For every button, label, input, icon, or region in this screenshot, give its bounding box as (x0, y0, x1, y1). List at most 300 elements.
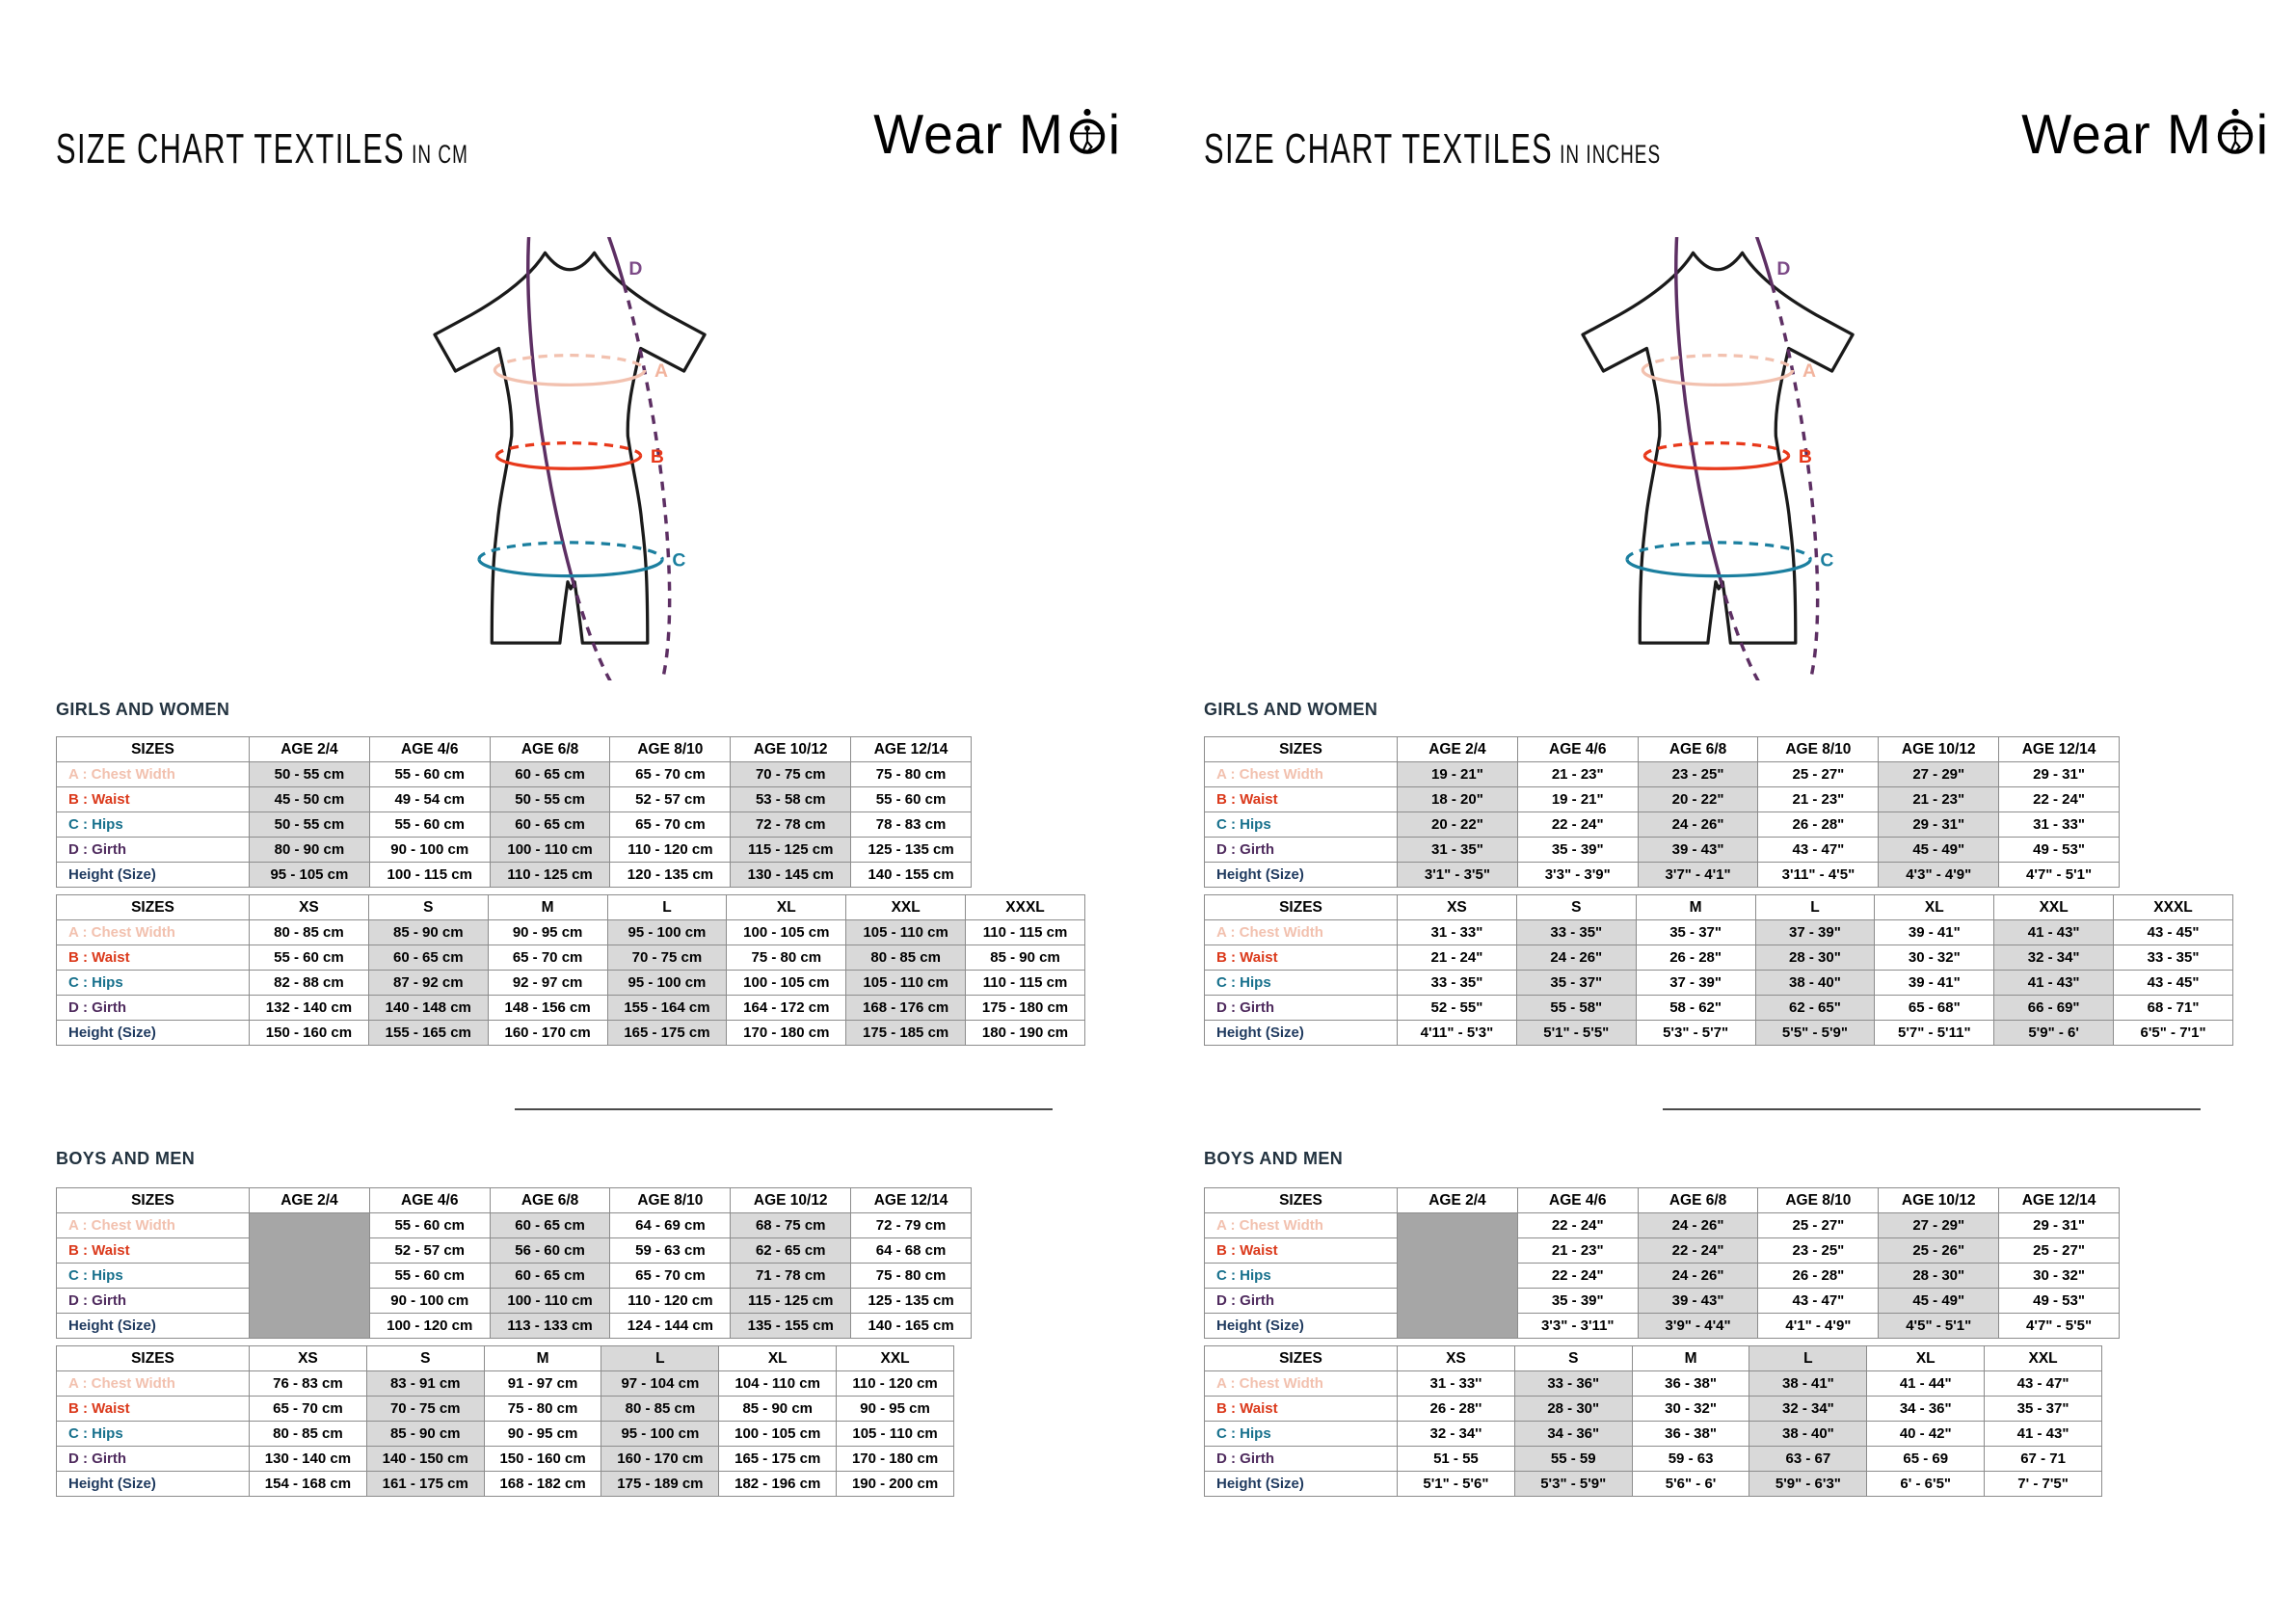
size-cell: 100 - 105 cm (719, 1422, 837, 1447)
size-cell: 120 - 135 cm (610, 863, 731, 888)
table-row (1205, 812, 2120, 838)
size-cell: 4'1" - 4'9" (1758, 1314, 1879, 1339)
row-label-height: Height (Size) (1205, 863, 1398, 888)
size-cell: 95 - 100 cm (607, 920, 727, 945)
size-cell: 18 - 20" (1398, 787, 1518, 812)
size-cell: 140 - 165 cm (851, 1314, 972, 1339)
table-row (1205, 1021, 2233, 1046)
size-cell: 36 - 38" (1632, 1422, 1749, 1447)
row-label-girth: D : Girth (1205, 996, 1398, 1021)
hips-label: C (1820, 549, 1834, 572)
column-header: XS (250, 1346, 367, 1371)
size-table (56, 1345, 954, 1497)
column-header: XL (727, 895, 846, 920)
column-header: AGE 4/6 (369, 737, 490, 762)
size-cell: 3'11" - 4'5" (1758, 863, 1879, 888)
column-header: AGE 10/12 (731, 737, 851, 762)
size-cell: 25 - 26" (1879, 1238, 1999, 1264)
column-header: AGE 6/8 (490, 737, 610, 762)
column-header: XL (1867, 1346, 1985, 1371)
size-cell: 19 - 21" (1398, 762, 1518, 787)
size-cell: 28 - 30" (1755, 945, 1875, 971)
size-cell: 26 - 28" (1636, 945, 1755, 971)
section-heading: GIRLS AND WOMEN (56, 700, 230, 719)
hips-line-dashed (479, 543, 662, 559)
size-cell: 43 - 45" (2114, 920, 2233, 945)
chest-label: A (654, 360, 668, 383)
row-label-chest: A : Chest Width (57, 762, 250, 787)
column-header: M (484, 1346, 601, 1371)
size-cell: 175 - 189 cm (601, 1472, 719, 1497)
size-cell: 66 - 69" (1994, 996, 2114, 1021)
size-cell: 4'7" - 5'1" (1999, 863, 2120, 888)
size-cell: 33 - 35" (1516, 920, 1636, 945)
table-row (57, 812, 972, 838)
column-header: XXXL (2114, 895, 2233, 920)
size-cell: 32 - 34'' (1398, 1422, 1515, 1447)
column-header: AGE 8/10 (1758, 737, 1879, 762)
size-cell: 32 - 34" (1749, 1397, 1867, 1422)
size-cell: 26 - 28" (1758, 1264, 1879, 1289)
size-cell: 71 - 78 cm (731, 1264, 851, 1289)
size-cell: 95 - 105 cm (250, 863, 370, 888)
waist-label: B (650, 446, 664, 468)
row-label-girth: D : Girth (57, 996, 250, 1021)
size-cell: 140 - 155 cm (851, 863, 972, 888)
size-cell: 165 - 175 cm (607, 1021, 727, 1046)
table-row (57, 787, 972, 812)
table-row (57, 863, 972, 888)
size-cell: 65 - 70 cm (488, 945, 607, 971)
table-row (57, 762, 972, 787)
unit-label: IN INCHES (1560, 140, 1662, 169)
size-cell: 154 - 168 cm (250, 1472, 367, 1497)
size-cell: 52 - 57 cm (610, 787, 731, 812)
size-cell: 64 - 69 cm (610, 1213, 731, 1238)
size-table (56, 894, 1085, 1046)
row-label-waist: B : Waist (57, 1397, 250, 1422)
size-cell: 115 - 125 cm (731, 1289, 851, 1314)
size-cell: 97 - 104 cm (601, 1371, 719, 1397)
table-row (57, 1264, 972, 1289)
chest-line-dashed (494, 356, 644, 370)
size-cell: 60 - 65 cm (490, 1213, 610, 1238)
column-header: XL (719, 1346, 837, 1371)
size-cell: 100 - 105 cm (727, 971, 846, 996)
waist-line-solid (496, 456, 640, 468)
size-cell: 90 - 95 cm (488, 920, 607, 945)
size-cell: 4'5" - 5'1" (1879, 1314, 1999, 1339)
column-header: XS (1398, 1346, 1515, 1371)
size-cell: 60 - 65 cm (490, 1264, 610, 1289)
chest-line-dashed (1642, 356, 1792, 370)
size-cell: 170 - 180 cm (727, 1021, 846, 1046)
row-label-girth: D : Girth (1205, 1289, 1398, 1314)
table-row (57, 1021, 1085, 1046)
size-cell: 6'5" - 7'1" (2114, 1021, 2233, 1046)
row-label-chest: A : Chest Width (1205, 1213, 1398, 1238)
size-cell: 100 - 110 cm (490, 1289, 610, 1314)
row-label-girth: D : Girth (57, 1289, 250, 1314)
size-cell: 4'7" - 5'5" (1999, 1314, 2120, 1339)
column-header: AGE 2/4 (250, 737, 370, 762)
table-row (1205, 1447, 2102, 1472)
size-cell: 49 - 53" (1999, 838, 2120, 863)
size-cell: 36 - 38" (1632, 1371, 1749, 1397)
size-cell: 4'11" - 5'3" (1398, 1021, 1517, 1046)
table-row (1205, 863, 2120, 888)
column-header: SIZES (57, 1188, 250, 1213)
size-cell: 55 - 60 cm (250, 945, 369, 971)
column-header: AGE 6/8 (1638, 737, 1758, 762)
size-cell: 43 - 47" (1758, 1289, 1879, 1314)
girth-line-dashed (574, 284, 670, 680)
table-row (1205, 787, 2120, 812)
column-header: AGE 10/12 (731, 1188, 851, 1213)
size-cell: 41 - 43" (1994, 920, 2114, 945)
size-cell: 37 - 39" (1755, 920, 1875, 945)
row-label-waist: B : Waist (1205, 1397, 1398, 1422)
size-cell: 31 - 35" (1398, 838, 1518, 863)
size-cell: 39 - 41" (1875, 971, 1994, 996)
size-cell: 150 - 160 cm (484, 1447, 601, 1472)
size-cell: 110 - 120 cm (610, 838, 731, 863)
size-cell: 5'7" - 5'11" (1875, 1021, 1994, 1046)
row-label-height: Height (Size) (57, 1021, 250, 1046)
section-heading: GIRLS AND WOMEN (1204, 700, 1378, 719)
size-table (1204, 894, 2233, 1046)
section-heading: BOYS AND MEN (56, 1149, 196, 1168)
column-header: AGE 6/8 (1638, 1188, 1758, 1213)
column-header: SIZES (1205, 1346, 1398, 1371)
size-cell: 80 - 85 cm (601, 1397, 719, 1422)
size-cell: 140 - 148 cm (368, 996, 488, 1021)
size-cell: 51 - 55 (1398, 1447, 1515, 1472)
size-cell: 75 - 80 cm (851, 1264, 972, 1289)
mannequin-diagram (409, 237, 727, 680)
column-header: S (1514, 1346, 1632, 1371)
table-row (57, 1422, 954, 1447)
size-cell: 63 - 67 (1749, 1447, 1867, 1472)
row-label-waist: B : Waist (1205, 945, 1398, 971)
table-row (1205, 945, 2233, 971)
size-cell: 39 - 41" (1875, 920, 1994, 945)
size-cell: 22 - 24" (1517, 1213, 1638, 1238)
size-cell: 165 - 175 cm (719, 1447, 837, 1472)
size-cell: 33 - 35" (2114, 945, 2233, 971)
size-cell: 5'3" - 5'7" (1636, 1021, 1755, 1046)
size-cell: 110 - 115 cm (966, 920, 1085, 945)
table-row (1205, 1314, 2120, 1339)
size-cell: 56 - 60 cm (490, 1238, 610, 1264)
size-cell: 90 - 100 cm (369, 1289, 490, 1314)
size-cell: 75 - 80 cm (727, 945, 846, 971)
size-cell: 45 - 49" (1879, 838, 1999, 863)
header-row (1205, 737, 2120, 762)
column-header: SIZES (57, 737, 250, 762)
size-cell: 20 - 22" (1398, 812, 1518, 838)
size-cell: 148 - 156 cm (488, 996, 607, 1021)
size-cell: 22 - 24" (1517, 812, 1638, 838)
size-cell: 5'6" - 6' (1632, 1472, 1749, 1497)
size-cell: 130 - 145 cm (731, 863, 851, 888)
size-cell: 55 - 60 cm (851, 787, 972, 812)
size-cell: 35 - 39" (1517, 838, 1638, 863)
size-cell: 5'9" - 6' (1994, 1021, 2114, 1046)
header-row (1205, 1188, 2120, 1213)
row-label-hips: C : Hips (1205, 971, 1398, 996)
column-header: S (368, 895, 488, 920)
table-row (57, 838, 972, 863)
girth-line-dashed (1722, 284, 1818, 680)
column-header: L (601, 1346, 719, 1371)
size-cell: 41 - 43" (1985, 1422, 2102, 1447)
size-cell: 50 - 55 cm (250, 762, 370, 787)
empty-cell (1398, 1213, 1518, 1339)
size-cell: 64 - 68 cm (851, 1238, 972, 1264)
table-row (1205, 838, 2120, 863)
section-heading: BOYS AND MEN (1204, 1149, 1344, 1168)
size-cell: 22 - 24" (1999, 787, 2120, 812)
table-row (57, 1472, 954, 1497)
column-header: AGE 10/12 (1879, 1188, 1999, 1213)
size-cell: 100 - 120 cm (369, 1314, 490, 1339)
size-cell: 60 - 65 cm (490, 762, 610, 787)
size-cell: 110 - 115 cm (966, 971, 1085, 996)
column-header: L (607, 895, 727, 920)
size-cell: 40 - 42" (1867, 1422, 1985, 1447)
size-cell: 95 - 100 cm (607, 971, 727, 996)
size-cell: 55 - 60 cm (369, 762, 490, 787)
size-cell: 21 - 24" (1398, 945, 1517, 971)
column-header: XS (250, 895, 369, 920)
size-cell: 28 - 30" (1879, 1264, 1999, 1289)
size-cell: 110 - 120 cm (610, 1289, 731, 1314)
size-cell: 33 - 35" (1398, 971, 1517, 996)
header-row (57, 1188, 972, 1213)
size-cell: 24 - 26" (1638, 1213, 1758, 1238)
chest-line-solid (1642, 370, 1792, 385)
brand-logo (873, 102, 1121, 166)
row-label-height: Height (Size) (1205, 1314, 1398, 1339)
table-row (1205, 1213, 2120, 1238)
size-cell: 22 - 24" (1517, 1264, 1638, 1289)
row-label-girth: D : Girth (57, 838, 250, 863)
size-cell: 5'3" - 5'9" (1514, 1472, 1632, 1497)
column-header: AGE 2/4 (1398, 737, 1518, 762)
column-header: M (488, 895, 607, 920)
size-cell: 130 - 140 cm (250, 1447, 367, 1472)
page-title (1204, 125, 1661, 173)
size-cell: 43 - 45" (2114, 971, 2233, 996)
column-header: AGE 8/10 (1758, 1188, 1879, 1213)
waist-line-dashed (1644, 443, 1788, 456)
waist-label: B (1798, 446, 1812, 468)
size-cell: 30 - 32" (1999, 1264, 2120, 1289)
table-row (1205, 1371, 2102, 1397)
size-cell: 59 - 63 (1632, 1447, 1749, 1472)
size-cell: 38 - 40" (1755, 971, 1875, 996)
row-label-hips: C : Hips (1205, 1264, 1398, 1289)
row-label-waist: B : Waist (1205, 1238, 1398, 1264)
unit-label: IN CM (412, 140, 468, 169)
row-label-height: Height (Size) (57, 863, 250, 888)
mannequin-figure (1583, 253, 1853, 643)
size-cell: 182 - 196 cm (719, 1472, 837, 1497)
table-row (57, 1238, 972, 1264)
size-cell: 65 - 70 cm (610, 812, 731, 838)
row-label-girth: D : Girth (57, 1447, 250, 1472)
divider-line (515, 1108, 1053, 1110)
column-header: S (1516, 895, 1636, 920)
size-cell: 160 - 170 cm (488, 1021, 607, 1046)
size-cell: 67 - 71 (1985, 1447, 2102, 1472)
size-cell: 31 - 33" (1999, 812, 2120, 838)
size-cell: 20 - 22" (1638, 787, 1758, 812)
size-cell: 31 - 33'' (1398, 1371, 1515, 1397)
size-cell: 115 - 125 cm (731, 838, 851, 863)
row-label-height: Height (Size) (1205, 1021, 1398, 1046)
size-cell: 140 - 150 cm (366, 1447, 484, 1472)
column-header: XXL (1985, 1346, 2102, 1371)
column-header: SIZES (1205, 895, 1398, 920)
size-cell: 75 - 80 cm (484, 1397, 601, 1422)
size-cell: 80 - 90 cm (250, 838, 370, 863)
title-text: SIZE CHART TEXTILES (56, 125, 406, 173)
size-cell: 68 - 75 cm (731, 1213, 851, 1238)
table-row (1205, 1264, 2120, 1289)
size-cell: 27 - 29" (1879, 1213, 1999, 1238)
row-label-hips: C : Hips (57, 812, 250, 838)
table-row (1205, 1289, 2120, 1314)
size-cell: 43 - 47" (1985, 1371, 2102, 1397)
header-row (1205, 1346, 2102, 1371)
table-row (1205, 1397, 2102, 1422)
column-header: AGE 10/12 (1879, 737, 1999, 762)
row-label-chest: A : Chest Width (57, 1213, 250, 1238)
size-cell: 25 - 27" (1758, 762, 1879, 787)
size-cell: 7' - 7'5" (1985, 1472, 2102, 1497)
size-cell: 50 - 55 cm (250, 812, 370, 838)
size-cell: 58 - 62" (1636, 996, 1755, 1021)
size-cell: 95 - 100 cm (601, 1422, 719, 1447)
size-cell: 75 - 80 cm (851, 762, 972, 787)
size-cell: 35 - 37" (1985, 1397, 2102, 1422)
size-cell: 124 - 144 cm (610, 1314, 731, 1339)
row-label-height: Height (Size) (57, 1472, 250, 1497)
size-cell: 65 - 68" (1875, 996, 1994, 1021)
size-cell: 27 - 29" (1879, 762, 1999, 787)
size-cell: 85 - 90 cm (966, 945, 1085, 971)
brand-text-left: Wear M (2021, 102, 2212, 166)
panel-size-chart-inches (1148, 0, 2296, 1623)
mannequin-figure (435, 253, 705, 643)
column-header: SIZES (57, 895, 250, 920)
dancer-icon (2215, 108, 2256, 158)
size-cell: 85 - 90 cm (366, 1422, 484, 1447)
size-cell: 50 - 55 cm (490, 787, 610, 812)
size-cell: 55 - 58" (1516, 996, 1636, 1021)
size-cell: 70 - 75 cm (366, 1397, 484, 1422)
size-cell: 190 - 200 cm (837, 1472, 954, 1497)
table-row (1205, 971, 2233, 996)
chest-line-solid (494, 370, 644, 385)
size-cell: 150 - 160 cm (250, 1021, 369, 1046)
size-cell: 160 - 170 cm (601, 1447, 719, 1472)
size-table (56, 736, 972, 888)
size-cell: 155 - 164 cm (607, 996, 727, 1021)
size-cell: 55 - 60 cm (369, 1264, 490, 1289)
size-cell: 85 - 90 cm (368, 920, 488, 945)
table-row (57, 1371, 954, 1397)
size-cell: 72 - 79 cm (851, 1213, 972, 1238)
size-cell: 49 - 54 cm (369, 787, 490, 812)
row-label-waist: B : Waist (57, 787, 250, 812)
column-header: S (366, 1346, 484, 1371)
header-row (57, 895, 1085, 920)
table-row (57, 971, 1085, 996)
size-cell: 65 - 70 cm (610, 1264, 731, 1289)
size-cell: 43 - 47" (1758, 838, 1879, 863)
size-cell: 62 - 65" (1755, 996, 1875, 1021)
size-cell: 72 - 78 cm (731, 812, 851, 838)
brand-logo (2021, 102, 2269, 166)
size-cell: 168 - 176 cm (846, 996, 966, 1021)
row-label-hips: C : Hips (57, 971, 250, 996)
size-cell: 30 - 32" (1875, 945, 1994, 971)
size-cell: 41 - 43" (1994, 971, 2114, 996)
column-header: AGE 2/4 (1398, 1188, 1518, 1213)
size-cell: 3'9" - 4'4" (1638, 1314, 1758, 1339)
size-cell: 164 - 172 cm (727, 996, 846, 1021)
size-cell: 175 - 180 cm (966, 996, 1085, 1021)
size-cell: 100 - 115 cm (369, 863, 490, 888)
dancer-icon (1067, 108, 1108, 158)
size-cell: 25 - 27" (1758, 1213, 1879, 1238)
size-cell: 90 - 100 cm (369, 838, 490, 863)
size-cell: 125 - 135 cm (851, 1289, 972, 1314)
size-cell: 33 - 36" (1514, 1371, 1632, 1397)
size-cell: 78 - 83 cm (851, 812, 972, 838)
size-cell: 32 - 34" (1994, 945, 2114, 971)
size-cell: 55 - 59 (1514, 1447, 1632, 1472)
size-cell: 76 - 83 cm (250, 1371, 367, 1397)
column-header: AGE 12/14 (851, 1188, 972, 1213)
column-header: SIZES (57, 1346, 250, 1371)
size-cell: 37 - 39" (1636, 971, 1755, 996)
waist-line-solid (1644, 456, 1788, 468)
size-cell: 60 - 65 cm (490, 812, 610, 838)
size-cell: 39 - 43" (1638, 838, 1758, 863)
size-cell: 65 - 69 (1867, 1447, 1985, 1472)
size-cell: 90 - 95 cm (484, 1422, 601, 1447)
row-label-chest: A : Chest Width (1205, 762, 1398, 787)
column-header: AGE 6/8 (490, 1188, 610, 1213)
size-cell: 175 - 185 cm (846, 1021, 966, 1046)
row-label-girth: D : Girth (1205, 1447, 1398, 1472)
size-cell: 91 - 97 cm (484, 1371, 601, 1397)
size-cell: 62 - 65 cm (731, 1238, 851, 1264)
size-cell: 65 - 70 cm (610, 762, 731, 787)
column-header: XXL (1994, 895, 2114, 920)
size-cell: 85 - 90 cm (719, 1397, 837, 1422)
size-cell: 23 - 25" (1638, 762, 1758, 787)
size-cell: 65 - 70 cm (250, 1397, 367, 1422)
size-cell: 24 - 26" (1516, 945, 1636, 971)
size-cell: 24 - 26" (1638, 812, 1758, 838)
size-cell: 60 - 65 cm (368, 945, 488, 971)
size-cell: 100 - 110 cm (490, 838, 610, 863)
